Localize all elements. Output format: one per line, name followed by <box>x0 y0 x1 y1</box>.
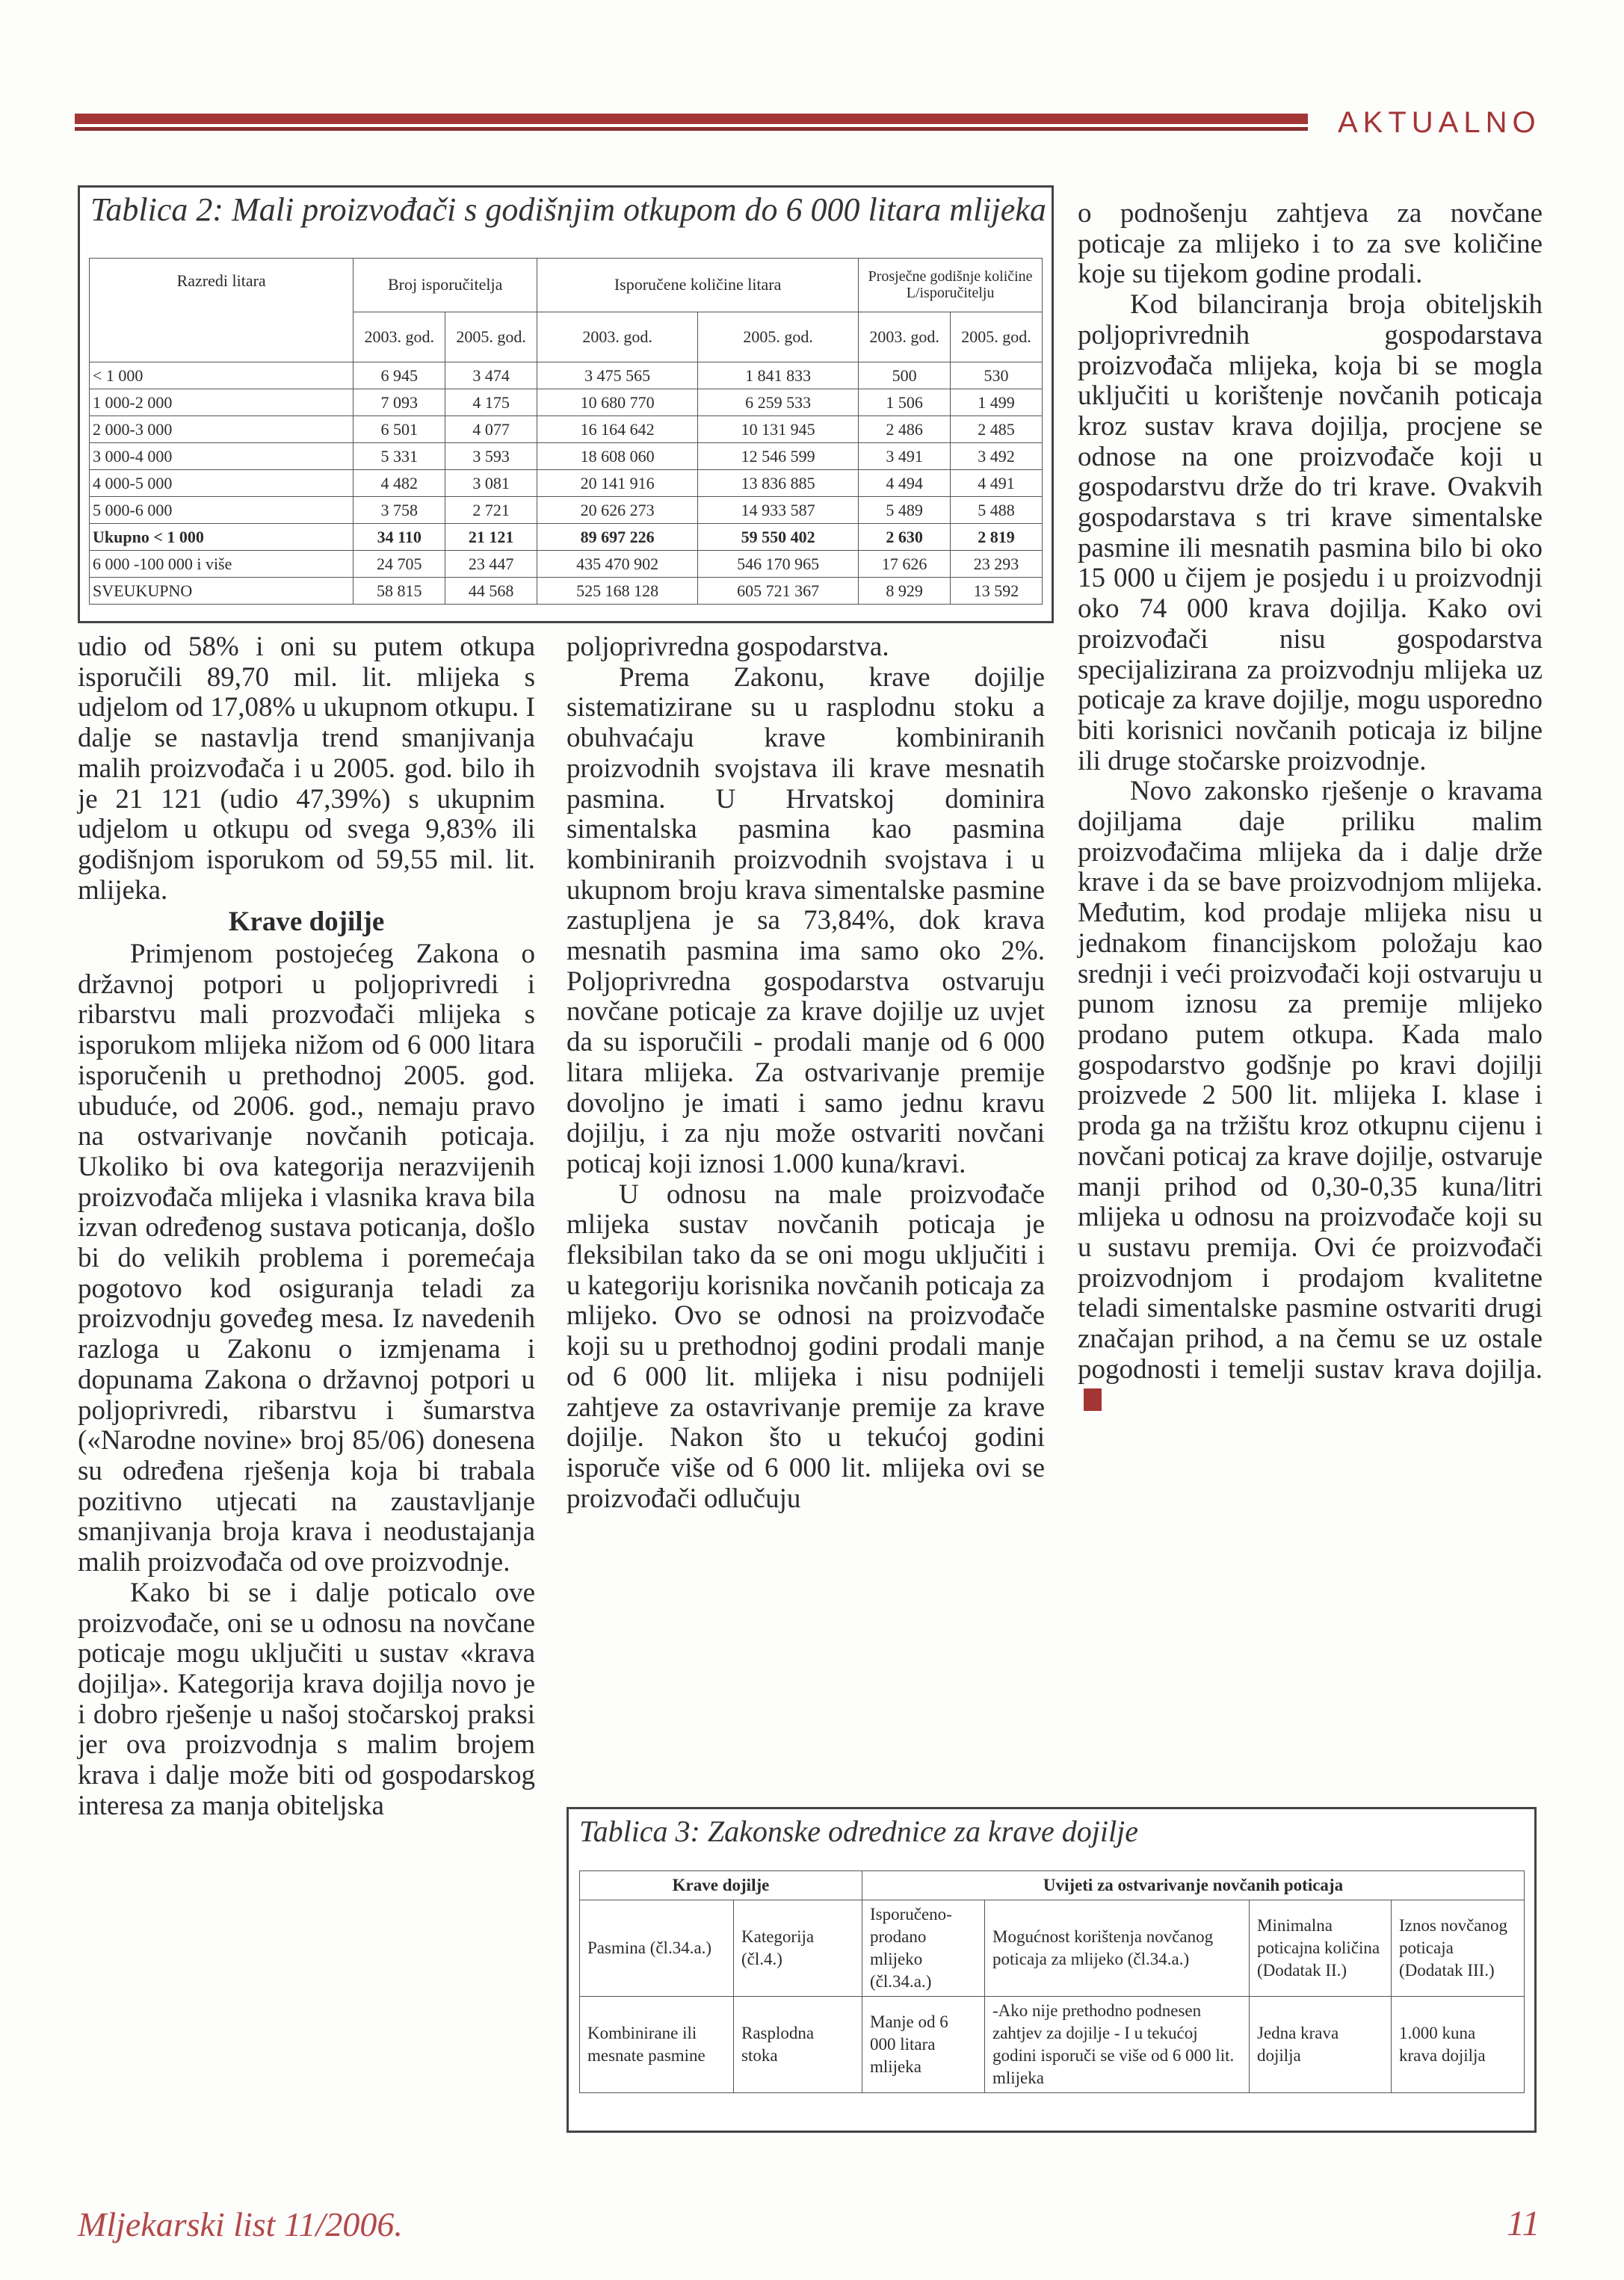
paragraph: Prema Zakonu, krave dojilje sistematizirane su u rasplodnu stoku a obuhvaćaju krave kombiniranih proizvodnih svojstava ili krave mesnatih pasmina. U Hrvatskoj dominira simentalska pasmina kao pasmina kombiniranih proizvodnih svojstava i u ukupnom broju krava simentalske pasmine zastupljena je sa 73,84%, dok krava mesnatih pasmina ima samo oko 2%. Poljoprivredna gospodarstva ostvaruju novčane poticaje za krave dojilje uz uvjet da su isporučili - prodali manje od 6 000 litara mlijeka. Za ostvarivanje premije dovoljno je imati i samo jednu kravu dojilju, i za nju može ostvariti novčani poticaj koji iznosi 1.000 kuna/kravi. <box>566 661 1045 1179</box>
table-row <box>90 524 1043 551</box>
table-cell: 3 758 <box>353 497 445 524</box>
table-cell: 58 815 <box>353 578 445 605</box>
table-cell: 3 475 565 <box>537 362 698 389</box>
table-2-grid <box>89 258 1043 605</box>
table-cell: 5 488 <box>951 497 1043 524</box>
row-label: 2 000-3 000 <box>90 416 353 443</box>
table-cell: 2 630 <box>859 524 951 551</box>
table-cell: 1 841 833 <box>698 362 859 389</box>
th-prosjecne: Prosječne godišnje količine L/isporučitelju <box>859 259 1043 312</box>
table-cell: 1.000 kuna krava dojilja <box>1392 1997 1525 2093</box>
row-label: 1 000-2 000 <box>90 389 353 416</box>
table-cell: 3 593 <box>445 443 537 470</box>
table-cell: 3 474 <box>445 362 537 389</box>
table-cell: 14 933 587 <box>698 497 859 524</box>
row-label: 5 000-6 000 <box>90 497 353 524</box>
paragraph: Kod bilanciranja broja obiteljskih poljoprivrednih gospodarstava proizvođača mlijeka, koja bi se mogla uključiti u korištenje novčanih poticaja kroz sustav krava dojilja, procjene se odnose na one proizvođače koji u gospodarstvu drže do tri krave. Ovakvih gospodarstava s tri krave simentalske pasmine ili mesnatih pasmina bilo bi oko 15 000 u čijem je posjedu i u proizvodnji oko 74 000 krava dojilja. Kako ovi proizvođači nisu gospodarstva specijalizirana za proizvodnju mlijeka uz poticaje za krave dojilje, mogu usporedno biti korisnici novčanih poticaja iz biljne ili druge stočarske proizvodnje. <box>1078 289 1543 776</box>
paragraph: poljoprivredna gospodarstva. <box>566 631 889 662</box>
row-label: 4 000-5 000 <box>90 470 353 497</box>
th-year: 2005. god. <box>951 312 1043 362</box>
table-cell: 6 501 <box>353 416 445 443</box>
header-rule <box>75 114 1308 124</box>
table-cell: 23 293 <box>951 551 1043 578</box>
table-cell: Kombinirane ili mesnate pasmine <box>580 1997 734 2093</box>
table-cell: Pasmina (čl.34.a.) <box>580 1900 734 1997</box>
table-cell: 1 499 <box>951 389 1043 416</box>
paragraph: udio od 58% i oni su putem otkupa isporučili 89,70 mil. lit. mlijeka s udjelom od 17,08% u ukupnom otkupu. I dalje se nastavlja trend smanjivanja malih proizvođača i u 2005. god. bilo ih je 21 121 (udio 47,39%) s ukupnim udjelom u otkupu od svega 9,83% ili godišnjom isporukom od 59,55 mil. lit. mlijeka. <box>78 631 535 906</box>
table-cell: 34 110 <box>353 524 445 551</box>
subheading: Krave dojilje <box>228 906 385 938</box>
th-year: 2005. god. <box>445 312 537 362</box>
table-cell: 546 170 965 <box>698 551 859 578</box>
table-row <box>90 443 1043 470</box>
table-cell: 21 121 <box>445 524 537 551</box>
table-cell: Iznos novčanog poticaja (Dodatak III.) <box>1392 1900 1525 1997</box>
table-cell: 20 141 916 <box>537 470 698 497</box>
table-cell: 4 494 <box>859 470 951 497</box>
table-cell: 24 705 <box>353 551 445 578</box>
th-year: 2005. god. <box>698 312 859 362</box>
table-cell: 3 491 <box>859 443 951 470</box>
table-row <box>90 362 1043 389</box>
th-isporucene: Isporučene količine litara <box>537 259 859 312</box>
table-cell: Rasplodna stoka <box>734 1997 862 2093</box>
table-cell: 17 626 <box>859 551 951 578</box>
table-cell: 2 721 <box>445 497 537 524</box>
table-row <box>580 1900 1525 1997</box>
table-row <box>90 578 1043 605</box>
paragraph: Kako bi se i dalje poticalo ove proizvođače, oni se u odnosu na novčane poticaje mogu uključiti u sustav «krava dojilja». Kategorija krava dojilja novo je i dobro rješenje u našoj stočarskoj praksi jer ova proizvodnja s malim brojem krava i dalje može biti od gospodarskog interesa za manja obiteljska <box>78 1577 535 1821</box>
table-cell: 525 168 128 <box>537 578 698 605</box>
table-row <box>580 1997 1525 2093</box>
table-cell: Kategorija (čl.4.) <box>734 1900 862 1997</box>
paragraph: Primjenom postojećeg Zakona o državnoj potpori u poljoprivredi i ribarstvu mali prozvođači mlijeka s isporukom mlijeka nižom od 6 000 litara isporučenih u prethodnoj 2005. god. ubuduće, od 2006. god., nemaju pravo na ostvarivanje novčanih poticaja. Ukoliko bi ova kategorija nerazvijenih proizvođača mlijeka i vlasnika krava bila izvan određenog sustava poticanja, došlo bi do velikih problema i poremećaja pogotovo kod osiguranja teladi za proizvodnju goveđeg mesa. Iz navedenih razloga u Zakonu o izmjenama i dopunama Zakona o državnoj potpori u poljoprivredi, ribarstvu i šumarstva («Narodne novine» broj 85/06) donesena su određena rješenja koja bi trabala pozitivno utjecati na zaustavljanje smanjivanja broja krava i neodustajanja malih proizvođača od ove proizvodnje. <box>78 939 535 1578</box>
table-cell: 4 175 <box>445 389 537 416</box>
table-3-caption: Tablica 3: Zakonske odrednice za krave dojilje <box>579 1814 1139 1848</box>
table-cell: Isporučeno-prodano mlijeko (čl.34.a.) <box>862 1900 985 1997</box>
table-cell: 20 626 273 <box>537 497 698 524</box>
row-label: SVEUKUPNO <box>90 578 353 605</box>
table-row <box>90 470 1043 497</box>
table-cell: 44 568 <box>445 578 537 605</box>
table-row <box>90 497 1043 524</box>
table-cell: 5 489 <box>859 497 951 524</box>
section-title: AKTUALNO <box>1338 106 1541 139</box>
table-row <box>90 389 1043 416</box>
page-number: 11 <box>1507 2204 1540 2243</box>
end-mark-icon <box>1084 1388 1102 1411</box>
th-razredi: Razredi litara <box>90 259 353 362</box>
table-cell: 23 447 <box>445 551 537 578</box>
table-cell: 2 819 <box>951 524 1043 551</box>
table-cell: 8 929 <box>859 578 951 605</box>
table-cell: 435 470 902 <box>537 551 698 578</box>
table-row <box>90 416 1043 443</box>
table-cell: 12 546 599 <box>698 443 859 470</box>
row-label: < 1 000 <box>90 362 353 389</box>
table-cell: Minimalna poticajna količina (Dodatak II.) <box>1250 1900 1392 1997</box>
table-3-grid <box>579 1870 1525 2093</box>
table-cell: 2 486 <box>859 416 951 443</box>
table-cell: 10 680 770 <box>537 389 698 416</box>
table-cell: 6 259 533 <box>698 389 859 416</box>
table-2 <box>78 185 1054 623</box>
table-cell: 4 482 <box>353 470 445 497</box>
table-cell: 500 <box>859 362 951 389</box>
th-year: 2003. god. <box>859 312 951 362</box>
th-broj: Broj isporučitelja <box>353 259 537 312</box>
publication-name: Mljekarski list 11/2006. <box>78 2205 403 2243</box>
paragraph: o podnošenju zahtjeva za novčane poticaje za mlijeko i to za sve količine koje su tijekom godine prodali. <box>1078 198 1543 290</box>
paragraph: U odnosu na male proizvođače mlijeka sustav novčanih poticaja je fleksibilan tako da se oni mogu uključiti i u kategoriju korisnika novčanih poticaja za mlijeko. Ovo se odnosi na proizvođače koji su u prethodnoj godini prodali manje od 6 000 lit. mlijeka i nisu podnijeli zahtjeve za ostavrivanje premije za krave dojilje. Nakon što u tekućoj godini isporuče više od 6 000 lit. mlijeka ovi se proizvođači odlučuju <box>566 1178 1045 1514</box>
article-column-1 <box>78 632 535 1821</box>
table-cell: 10 131 945 <box>698 416 859 443</box>
table-cell: 3 492 <box>951 443 1043 470</box>
article-column-3 <box>1078 199 1543 1415</box>
table-cell: 59 550 402 <box>698 524 859 551</box>
paragraph <box>1078 776 1543 1415</box>
header-rule-thin <box>75 127 1308 131</box>
th-uvijeti: Uvijeti za ostvarivanje novčanih poticaja <box>862 1871 1525 1900</box>
table-cell: 530 <box>951 362 1043 389</box>
row-label: Ukupno < 1 000 <box>90 524 353 551</box>
table-cell: 6 945 <box>353 362 445 389</box>
table-cell: 4 077 <box>445 416 537 443</box>
table-row <box>90 551 1043 578</box>
article-column-2 <box>566 632 1045 1514</box>
th-krave-dojilje: Krave dojilje <box>580 1871 862 1900</box>
row-label: 3 000-4 000 <box>90 443 353 470</box>
table-cell: Jedna krava dojilja <box>1250 1997 1392 2093</box>
table-cell: 7 093 <box>353 389 445 416</box>
table-cell: 18 608 060 <box>537 443 698 470</box>
table-cell: Manje od 6 000 litara mlijeka <box>862 1997 985 2093</box>
table-cell: Mogućnost korištenja novčanog poticaja za mlijeko (čl.34.a.) <box>985 1900 1250 1997</box>
th-year: 2003. god. <box>537 312 698 362</box>
table-cell: 16 164 642 <box>537 416 698 443</box>
paragraph-text: Novo zakonsko rješenje o kravama dojiljama daje priliku malim proizvođačima mlijeka da i dalje drže krave i da se bave proizvodnjom mlijeka. Međutim, kod prodaje mlijeka nisu u jednakom financijskom položaju kao srednji i veći proizvođači koji ostvaruju u punom iznosu za premije mlijeko prodano putem otkupa. Kada malo gospodarstvo godšnje po kravi dojilji proizvede 2 500 lit. mlijeka I. klase i proda ga na tržištu kroz otkupnu cijenu i novčani poticaj za krave dojilje, ostvaruje manji prihod od 0,30-0,35 kuna/litri mlijeka u odnosu na proizvođače koji su u sustavu premija. Ovi će proizvođači proizvodnjom i prodajom kvalitetne teladi simentalske pasmine ostvariti drugi značajan prihod, a na čemu se uz ostale pogodnosti i temelji sustav krava dojilja. <box>1078 776 1543 1385</box>
table-2-caption: Tablica 2: Mali proizvođači s godišnjim otkupom do 6 000 litara mlijeka <box>90 191 1046 228</box>
table-cell: 1 506 <box>859 389 951 416</box>
th-year: 2003. god. <box>353 312 445 362</box>
table-cell: 3 081 <box>445 470 537 497</box>
table-3 <box>566 1807 1537 2133</box>
table-cell: 13 836 885 <box>698 470 859 497</box>
table-cell: 5 331 <box>353 443 445 470</box>
table-cell: 4 491 <box>951 470 1043 497</box>
table-cell: 2 485 <box>951 416 1043 443</box>
row-label: 6 000 -100 000 i više <box>90 551 353 578</box>
table-cell: -Ako nije prethodno podnesen zahtjev za dojilje - I u tekućoj godini isporuči se više od 6 000 lit. mlijeka <box>985 1997 1250 2093</box>
table-cell: 89 697 226 <box>537 524 698 551</box>
table-cell: 13 592 <box>951 578 1043 605</box>
table-cell: 605 721 367 <box>698 578 859 605</box>
